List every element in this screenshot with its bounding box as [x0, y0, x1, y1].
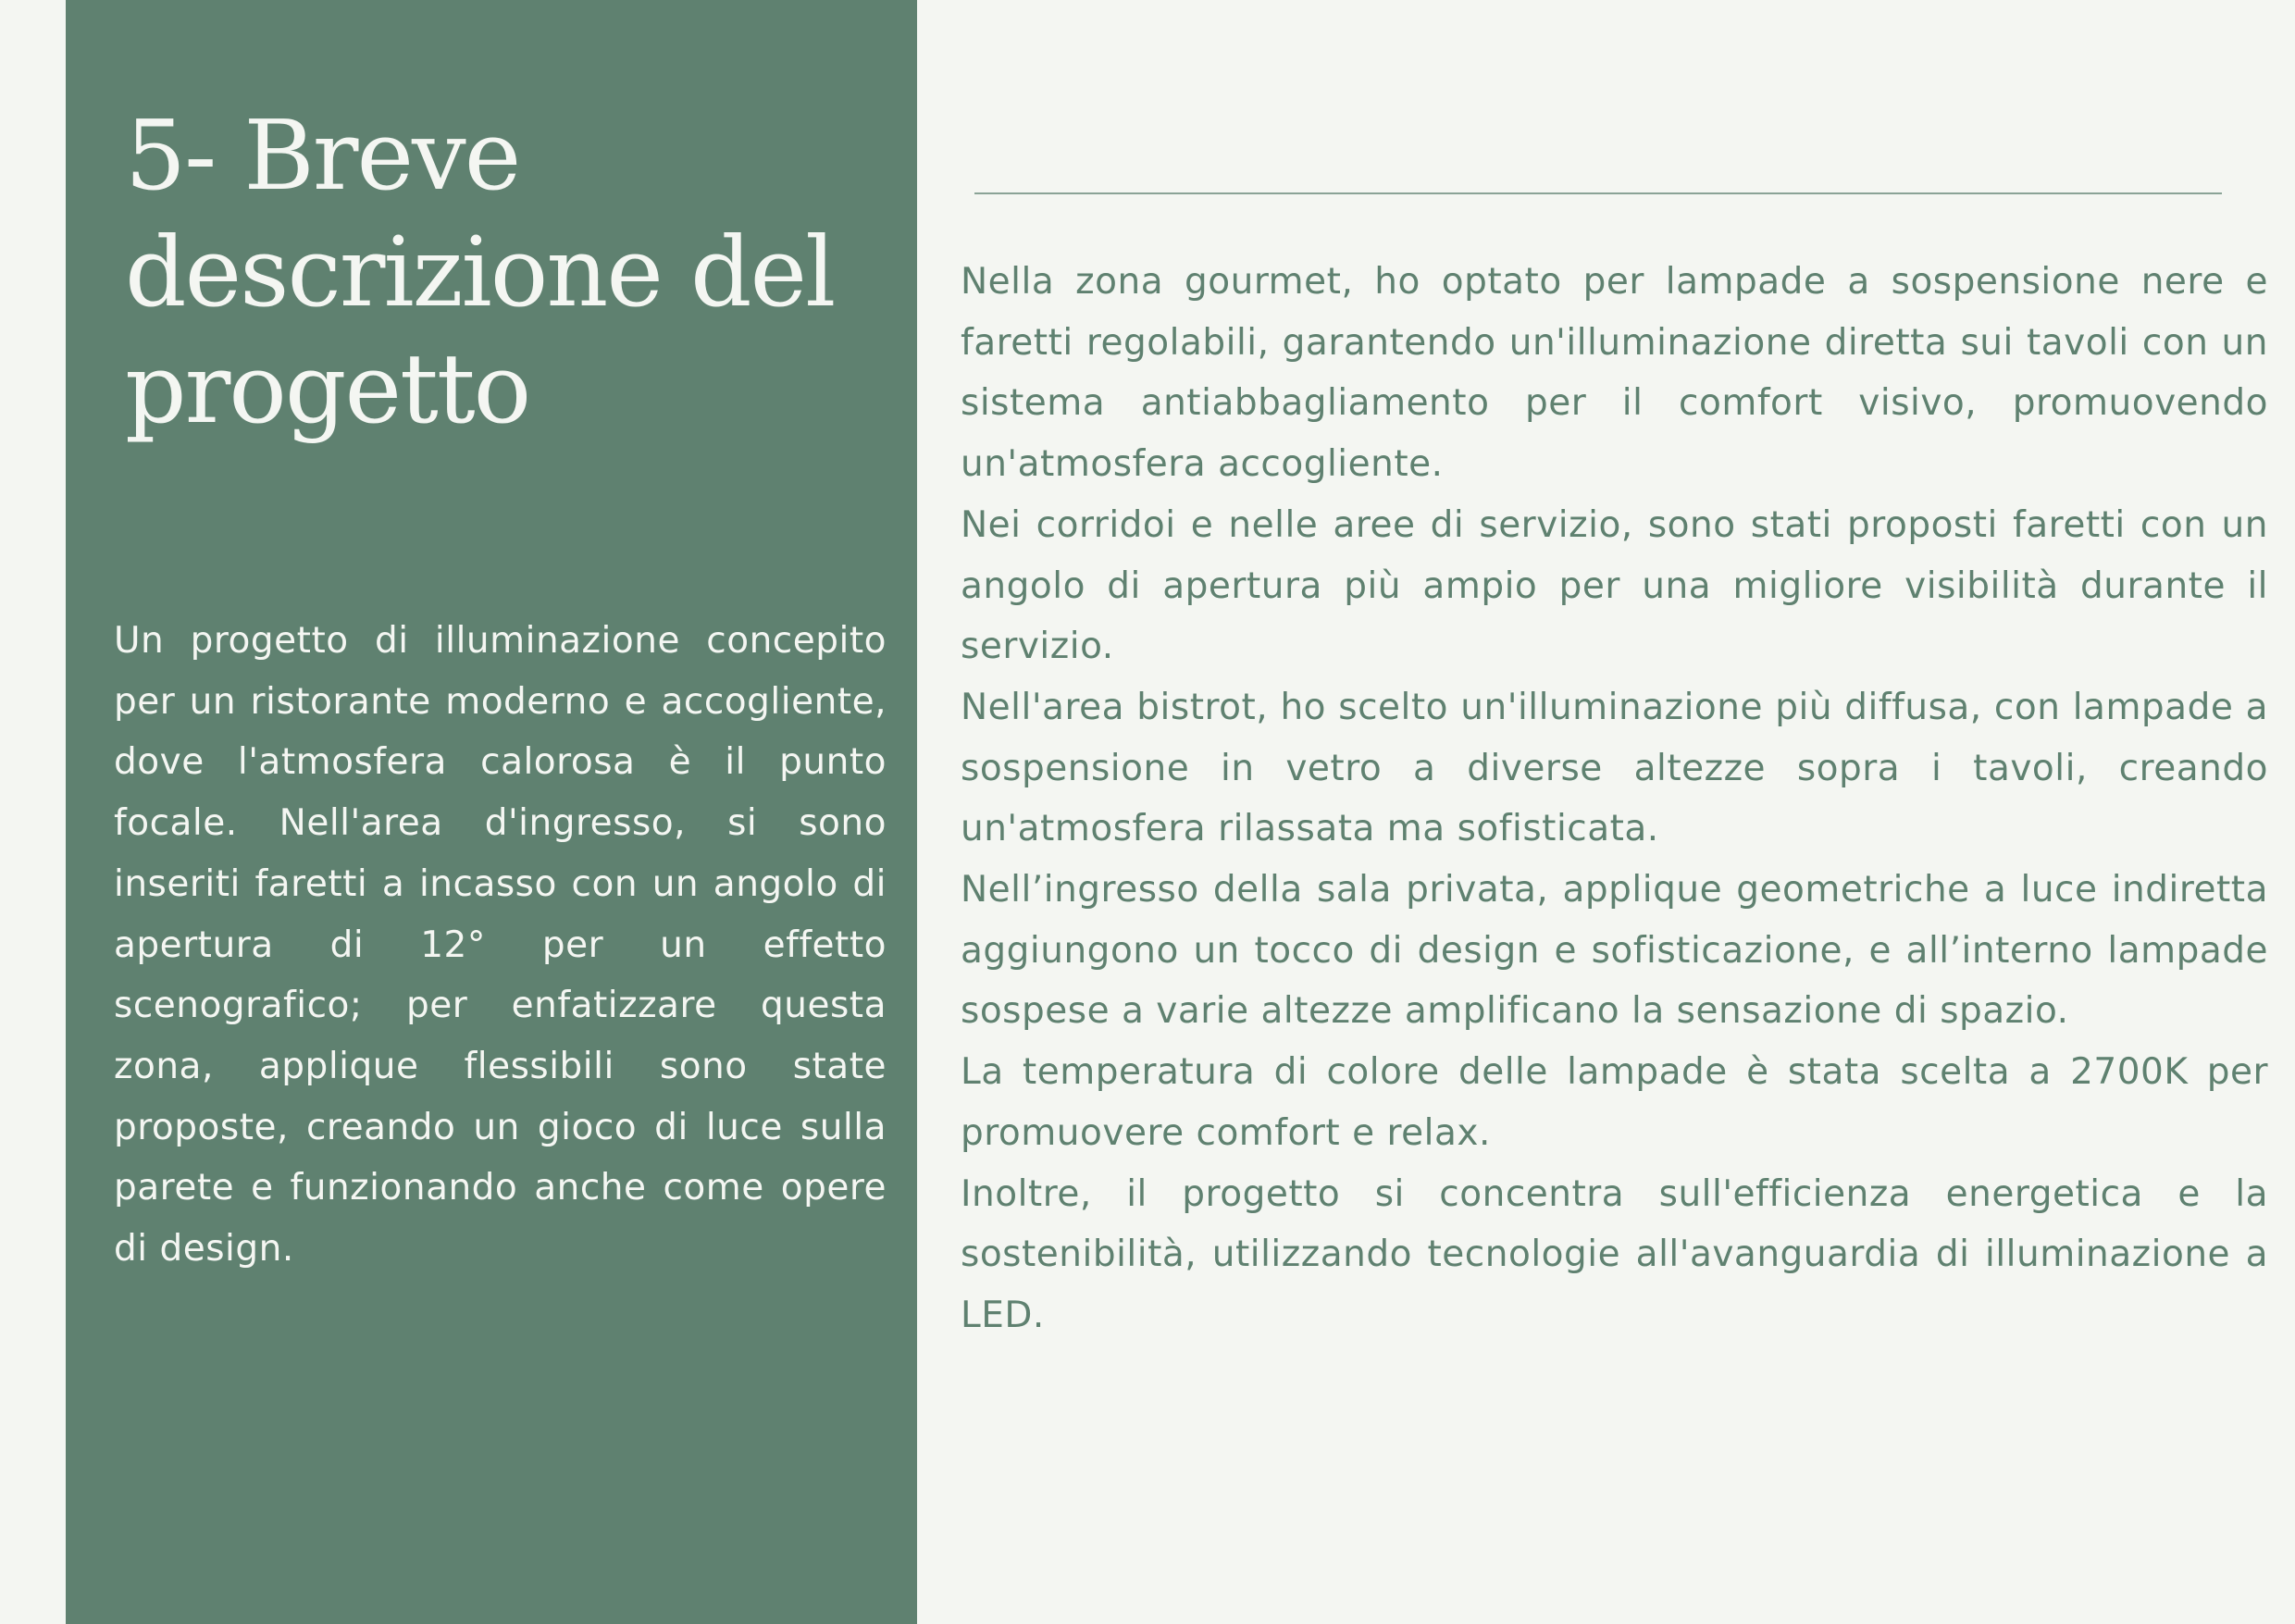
body-column	[961, 252, 2268, 1346]
paragraph-gourmet: Nella zona gourmet, ho optato per lampade a sospensione nere e faretti regolabili, garantendo un'illuminazione diretta sui tavoli con un sistema antiabbagliamento per il comfort visivo, promuovendo un'atmosfera accogliente.	[961, 261, 2268, 486]
paragraph-color-temperature: La temperatura di colore delle lampade è stata scelta a 2700K per promuovere comfort e relax.	[961, 1051, 2268, 1154]
paragraph-corridors: Nei corridoi e nelle aree di servizio, sono stati proposti faretti con un angolo di apertura più ampio per una migliore visibilità durante il servizio.	[961, 503, 2268, 668]
intro-paragraph: Un progetto di illuminazione concepito per un ristorante moderno e accogliente, dove l'atmosfera calorosa è il punto focale. Nell'area d'ingresso, si sono inseriti faretti a incasso con un angolo di apertura di 12° per un effetto scenografico; per enfatizzare questa zona, applique flessibili sono state proposte, creando un gioco di luce sulla parete e funzionando anche come opere di design.	[114, 620, 887, 1271]
paragraph-private-room: Nell’ingresso della sala privata, applique geometriche a luce indiretta aggiungono un tocco di design e sofisticazione, e all’interno lampade sospese a varie altezze amplificano la sensazione di spazio.	[961, 869, 2268, 1033]
divider-line	[974, 192, 2222, 194]
page-title: 5- Breve descrizione del progetto	[125, 99, 835, 445]
paragraph-bistrot: Nell'area bistrot, ho scelto un'illuminazione più diffusa, con lampade a sospensione in vetro a diverse altezze sopra i tavoli, creando un'atmosfera rilassata ma sofisticata.	[961, 686, 2268, 850]
paragraph-efficiency: Inoltre, il progetto si concentra sull'efficienza energetica e la sostenibilità, utilizzando tecnologie all'avanguardia di illuminazione a LED.	[961, 1172, 2268, 1336]
